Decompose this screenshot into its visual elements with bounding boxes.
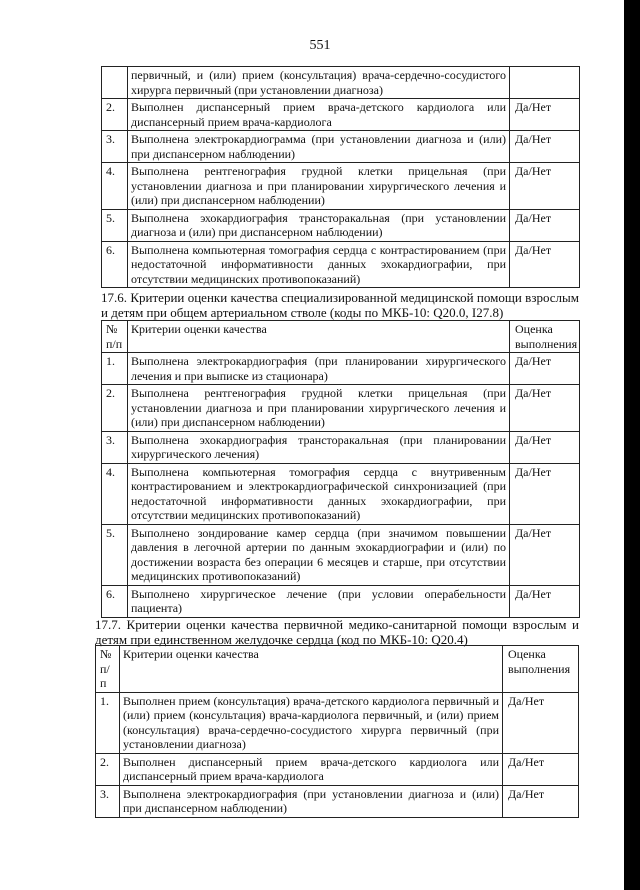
header-number: № п/п — [102, 321, 128, 353]
criteria-table-17-7 — [95, 645, 579, 818]
assessment-value: Да/Нет — [510, 209, 580, 241]
header-assessment: Оценка выполнения — [510, 321, 580, 353]
page-number: 551 — [309, 38, 331, 53]
criteria-table-continued — [101, 66, 510, 288]
table-header-row — [96, 646, 579, 693]
table-row — [102, 353, 580, 385]
row-number: 1. — [96, 692, 120, 753]
table-row — [96, 692, 579, 753]
assessment-value: Да/Нет — [503, 753, 579, 785]
criterion-text: Выполнена электрокардиография (при планировании хирургического лечения и при выписке из стационара) — [128, 353, 510, 385]
scan-edge — [624, 0, 640, 890]
table-row — [96, 753, 579, 785]
criterion-text: Выполнена электрокардиография (при установлении диагноза и (или) при диспансерном наблюдении) — [120, 785, 503, 817]
row-number: 2. — [102, 385, 128, 432]
row-number — [102, 67, 128, 99]
table-row — [102, 524, 580, 585]
table-row — [510, 99, 580, 131]
table-row — [510, 241, 580, 288]
criteria-table-continued-assessment — [509, 66, 580, 288]
table-row — [102, 463, 580, 524]
table-row — [510, 209, 580, 241]
table-row — [96, 785, 579, 817]
criterion-text: Выполнен диспансерный прием врача-детского кардиолога или диспансерный прием врача-кардиолога — [120, 753, 503, 785]
assessment-value: Да/Нет — [510, 353, 580, 385]
row-number: 5. — [102, 524, 128, 585]
criterion-text: Выполнена электрокардиограмма (при установлении диагноза и (или) при диспансерном наблюдении) — [128, 131, 510, 163]
criterion-text: Выполнена компьютерная томография сердца с контрастированием (при недостаточной информативности данных эхокардиографии, при отсутствии медицинских противопоказаний) — [128, 241, 510, 288]
section-heading-17-6: 17.6. Критерии оценки качества специализированной медицинской помощи взрослым и детям при общем артериальном стволе (коды по МКБ-10: Q20.0, I27.8) — [101, 290, 579, 320]
table-row — [102, 131, 510, 163]
row-number: 5. — [102, 209, 128, 241]
assessment-value: Да/Нет — [510, 99, 580, 131]
table-row — [102, 99, 510, 131]
row-number: 6. — [102, 241, 128, 288]
criterion-text: первичный, и (или) прием (консультация) врача-сердечно-сосудистого хирурга первичный (при установлении диагноза) — [128, 67, 510, 99]
assessment-value: Да/Нет — [503, 692, 579, 753]
criterion-text: Выполнено хирургическое лечение (при условии операбельности пациента) — [128, 585, 510, 617]
table-row — [102, 67, 510, 99]
row-number: 4. — [102, 463, 128, 524]
header-criteria: Критерии оценки качества — [120, 646, 503, 693]
row-number: 1. — [102, 353, 128, 385]
assessment-value — [510, 67, 580, 99]
assessment-value: Да/Нет — [510, 241, 580, 288]
criterion-text: Выполнен прием (консультация) врача-детского кардиолога первичный и (или) прием (консультация) врача-кардиолога первичный, и (или) прием (консультация) врача-сердечно-сосудистого хирурга первичный (при установлении диагноза) — [120, 692, 503, 753]
row-number: 4. — [102, 163, 128, 210]
assessment-value: Да/Нет — [510, 585, 580, 617]
assessment-value: Да/Нет — [510, 524, 580, 585]
table-row — [102, 163, 510, 210]
row-number: 3. — [102, 131, 128, 163]
table-row — [102, 385, 580, 432]
header-criteria: Критерии оценки качества — [128, 321, 510, 353]
row-number: 3. — [102, 431, 128, 463]
table-row — [102, 209, 510, 241]
table-row — [102, 241, 510, 288]
row-number: 3. — [96, 785, 120, 817]
criterion-text: Выполнена эхокардиография трансторакальная (при планировании хирургического лечения) — [128, 431, 510, 463]
criterion-text: Выполнена компьютерная томография сердца с внутривенным контрастированием и электрокардиографической синхронизацией (при недостаточной информативности данных эхокардиографии, при отсутствии медицинских противопоказаний) — [128, 463, 510, 524]
criterion-text: Выполнена рентгенография грудной клетки прицельная (при установлении диагноза и при планировании хирургического лечения и (или) при диспансерном наблюдении) — [128, 385, 510, 432]
assessment-value: Да/Нет — [510, 385, 580, 432]
criterion-text: Выполнена рентгенография грудной клетки прицельная (при установлении диагноза и при планировании хирургического лечения и (или) при диспансерном наблюдении) — [128, 163, 510, 210]
header-number: № п/п — [96, 646, 120, 693]
table-row — [102, 431, 580, 463]
criterion-text: Выполнен диспансерный прием врача-детского кардиолога или диспансерный прием врача-кардиолога — [128, 99, 510, 131]
assessment-value: Да/Нет — [510, 431, 580, 463]
table-row — [510, 163, 580, 210]
assessment-value: Да/Нет — [510, 163, 580, 210]
row-number: 2. — [96, 753, 120, 785]
criterion-text: Выполнена эхокардиография трансторакальная (при установлении диагноза и (или) при диспансерном наблюдении) — [128, 209, 510, 241]
row-number: 6. — [102, 585, 128, 617]
assessment-value: Да/Нет — [510, 131, 580, 163]
header-assessment: Оценка выполнения — [503, 646, 579, 693]
table-row — [510, 67, 580, 99]
row-number: 2. — [102, 99, 128, 131]
criterion-text: Выполнено зондирование камер сердца (при значимом повышении давления в легочной артерии по данным эхокардиографии и (или) по достижении возраста без операции 6 месяцев и старше, при отсутствии медицинских противопоказаний) — [128, 524, 510, 585]
assessment-value: Да/Нет — [503, 785, 579, 817]
table-row — [102, 585, 580, 617]
table-row — [510, 131, 580, 163]
criteria-table-17-6 — [101, 320, 580, 618]
table-header-row — [102, 321, 580, 353]
section-heading-17-7: 17.7. Критерии оценки качества первичной медико-санитарной помощи взрослым и детям при единственном желудочке сердца (код по МКБ-10: Q20.4) — [95, 617, 579, 647]
assessment-value: Да/Нет — [510, 463, 580, 524]
